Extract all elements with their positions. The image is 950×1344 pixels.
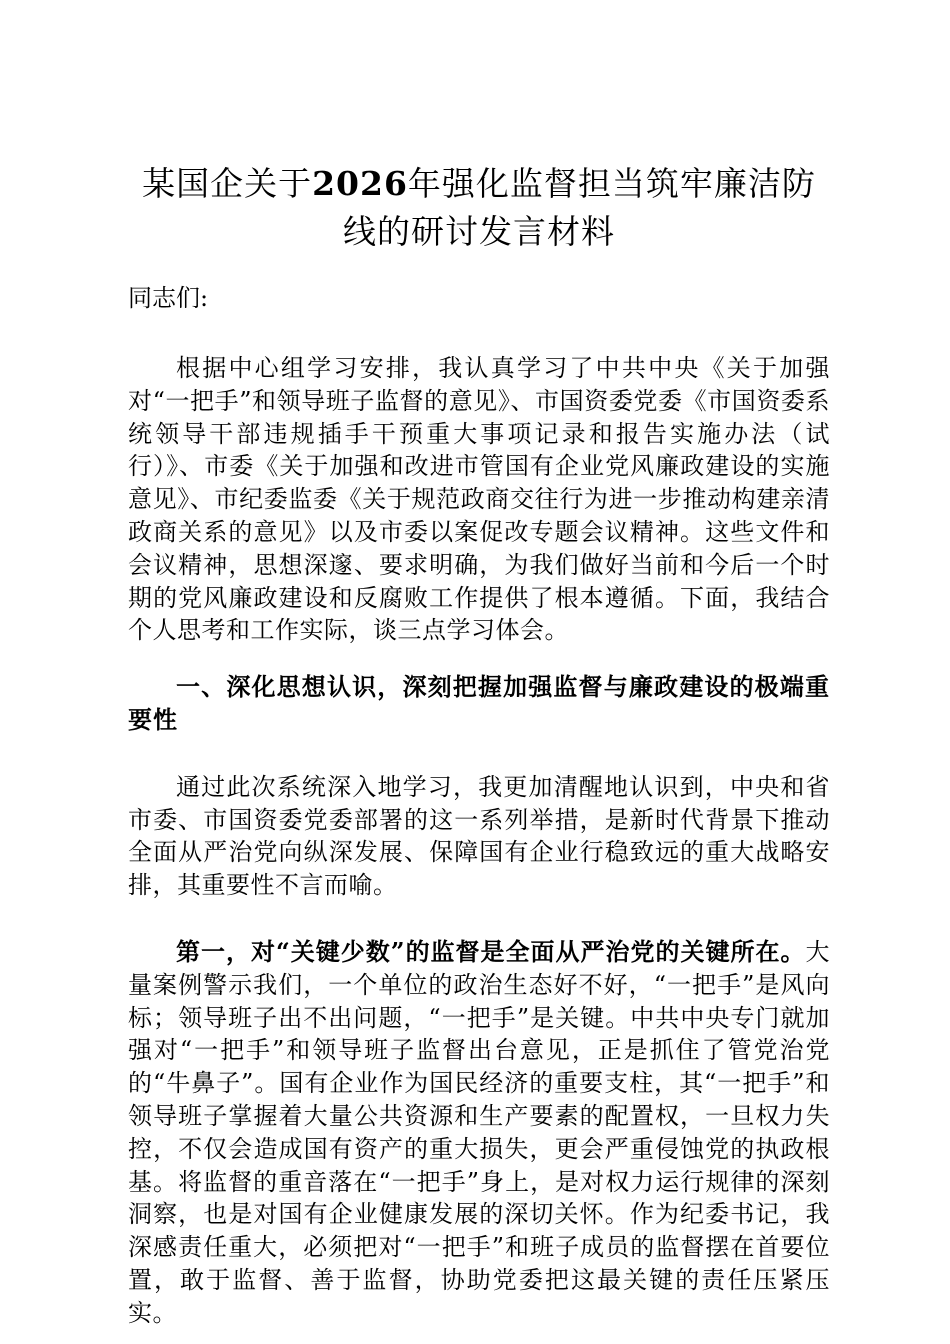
document-page: [128, 160, 830, 1330]
title-prefix: 某国企关于: [142, 164, 313, 203]
paragraph-intro: 根据中心组学习安排，我认真学习了中共中央《关于加强对“一把手”和领导班子监督的意见》、市国资委党委《市国资委系统领导干部违规插手干预重大事项记录和报告实施办法（试行）》、市委《关于加强和改进市管国有企业党风廉政建设的实施意见》、市纪委监委《关于规范政商交往行为进一步推动构建亲清政商关系的意见》以及市委以案促改专题会议精神。这些文件和会议精神，思想深邃、要求明确，为我们做好当前和今后一个时期的党风廉政建设和反腐败工作提供了根本遵循。下面，我结合个人思考和工作实际，谈三点学习体会。: [128, 354, 830, 645]
paragraph-point-1: [128, 936, 830, 1330]
document-title: [128, 160, 830, 256]
title-year: 2026: [312, 164, 408, 203]
section-heading-1: 一、深化思想认识，深刻把握加强监督与廉政建设的极端重要性: [128, 672, 830, 734]
point-1-lead: 第一，对“关键少数”的监督是全面从严治党的关键所在。: [176, 936, 806, 966]
salutation: 同志们:: [128, 284, 209, 312]
point-1-body: 大量案例警示我们，一个单位的政治生态好不好，“一把手”是风向标；领导班子出不出问题，“一把手”是关键。中共中央专门就加强对“一把手”和领导班子监督出台意见，正是抓住了管党治党的“牛鼻子”。国有企业作为国民经济的重要支柱，其“一把手”和领导班子掌握着大量公共资源和生产要素的配置权，一旦权力失控，不仅会造成国有资产的重大损失，更会严重侵蚀党的执政根基。将监督的重音落在“一把手”身上，是对权力运行规律的深刻洞察，也是对国有企业健康发展的深切关怀。作为纪委书记，我深感责任重大，必须把对“一把手”和班子成员的监督摆在首要位置，敢于监督、善于监督，协助党委把这最关键的责任压紧压实。: [128, 937, 830, 1327]
paragraph-section1-intro: 通过此次系统深入地学习，我更加清醒地认识到，中央和省市委、市国资委党委部署的这一系列举措，是新时代背景下推动全面从严治党向纵深发展、保障国有企业行稳致远的重大战略安排，其重要性不言而喻。: [128, 772, 830, 900]
title-suffix: 年强化监督担当筑牢廉洁防线的研讨发言材料: [343, 164, 816, 251]
